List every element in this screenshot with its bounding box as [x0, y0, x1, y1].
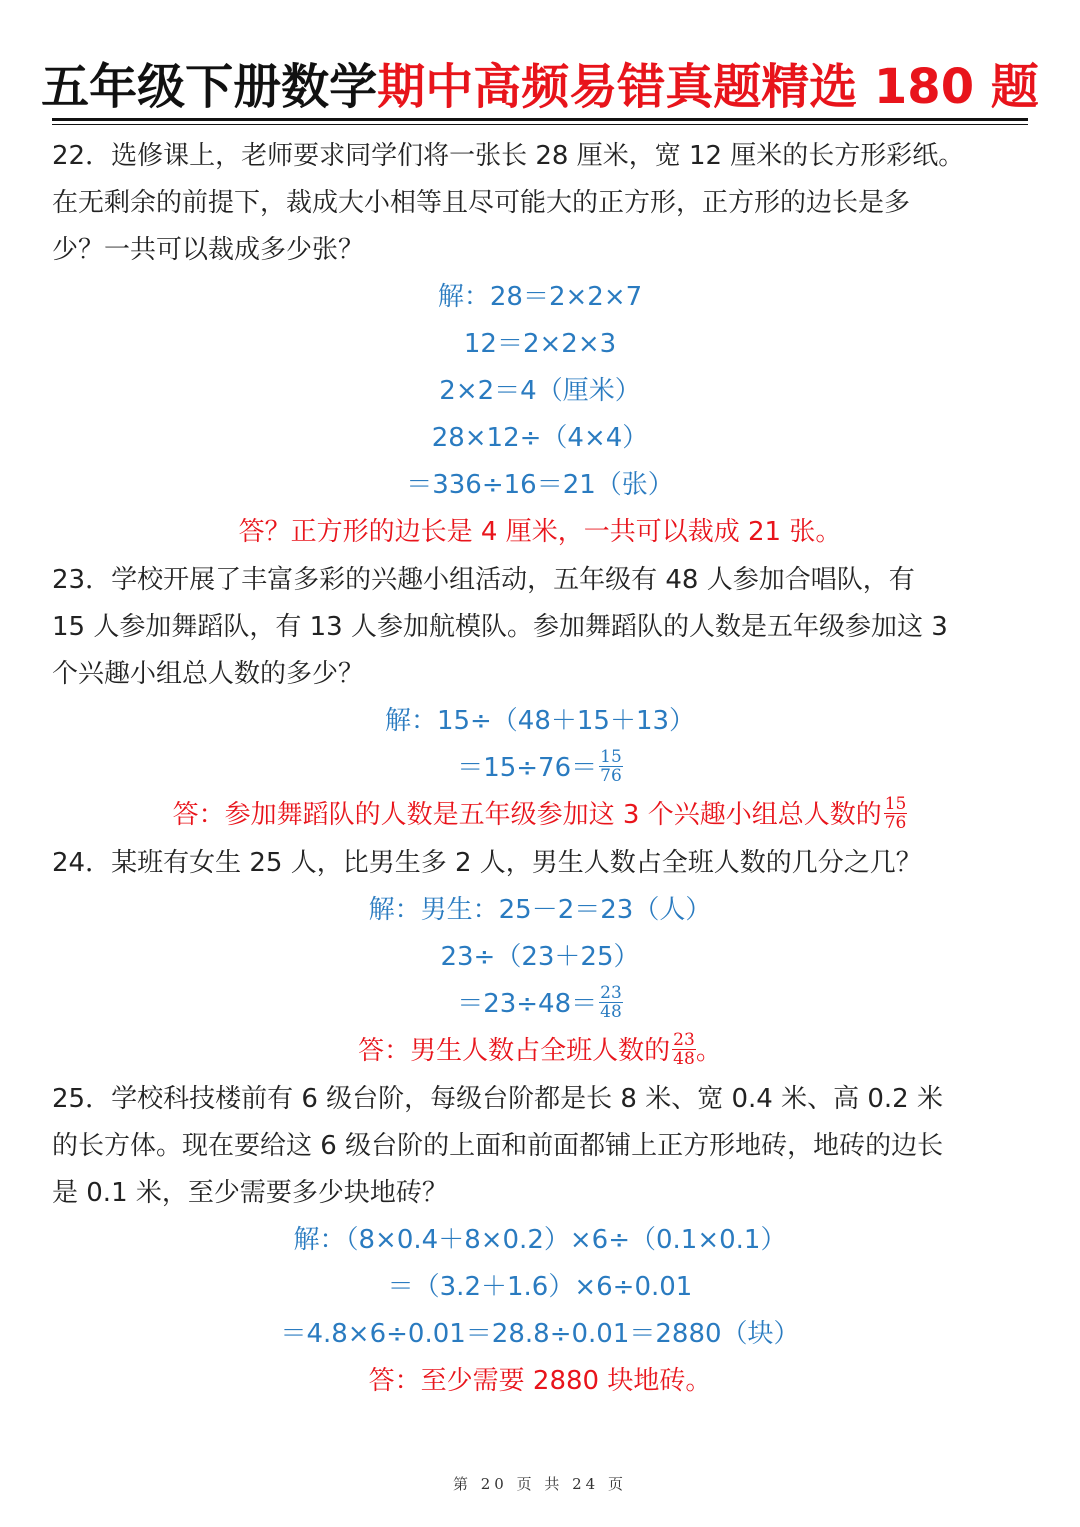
q25-solution-line-3: ＝4.8×6÷0.01＝28.8÷0.01＝2880（块） [280, 1319, 800, 1349]
fraction-numerator: 15 [600, 747, 622, 767]
title-black-part: 五年级下册数学 [41, 59, 378, 115]
q24-solution-fraction [599, 984, 623, 1021]
q25-text-line-3: 是 0.1 米，至少需要多少块地砖？ [52, 1178, 448, 1208]
q25-solution-line-1: 解：（8×0.4＋8×0.2）×6÷（0.1×0.1） [293, 1225, 787, 1255]
page-number: 第 20 页 共 24 页 [452, 1475, 627, 1493]
fraction-denominator: 76 [884, 813, 907, 833]
q25-answer: 答：至少需要 2880 块地砖。 [368, 1366, 712, 1396]
q24-solution-line-1: 解：男生：25－2＝23（人） [368, 895, 712, 925]
page-title [0, 56, 1080, 118]
q23-text-line-3: 个兴趣小组总人数的多少？ [52, 659, 365, 689]
q25-text-line-2: 的长方体。现在要给这 6 级台阶的上面和前面都铺上正方形地砖，地砖的边长 [52, 1131, 944, 1161]
q23-answer [0, 795, 1080, 835]
q23-answer-text: 答：参加舞蹈队的人数是五年级参加这 3 个兴趣小组总人数的 [172, 800, 882, 830]
q22-solution-line-1: 解：28＝2×2×7 [437, 282, 643, 312]
q23-solution-fraction [599, 748, 623, 785]
q22-text-line-2: 在无剩余的前提下，裁成大小相等且尽可能大的正方形，正方形的边长是多 [52, 188, 911, 218]
q24-answer-text: 答：男生人数占全班人数的 [358, 1036, 671, 1066]
q23-text-line-2: 15 人参加舞蹈队，有 13 人参加航模队。参加舞蹈队的人数是五年级参加这 3 [52, 612, 948, 642]
q22-solution-line-2: 12＝2×2×3 [463, 329, 617, 359]
fraction-denominator: 48 [600, 1002, 622, 1022]
q24-answer-fraction [672, 1031, 696, 1068]
fraction-numerator: 23 [600, 983, 622, 1003]
q22-text-line-1: 22．选修课上，老师要求同学们将一张长 28 厘米，宽 12 厘米的长方形彩纸。 [52, 141, 965, 171]
q23-solution-line-2 [0, 748, 1080, 788]
q23-text-line-1: 23．学校开展了丰富多彩的兴趣小组活动，五年级有 48 人参加合唱队，有 [52, 565, 915, 595]
q24-solution-line-3 [0, 984, 1080, 1024]
q24-solution-line-2: 23÷（23＋25） [440, 942, 640, 972]
fraction-numerator: 15 [884, 794, 907, 814]
q24-solution-expr: ＝23÷48＝ [457, 989, 598, 1019]
title-rule-thick [52, 118, 1028, 121]
title-rule-thin [52, 124, 1028, 125]
q24-answer [0, 1031, 1080, 1071]
q23-solution-line-1: 解：15÷（48＋15＋13） [384, 706, 696, 736]
title-red-part: 期中高频易错真题精选 180 题 [377, 59, 1039, 115]
q24-answer-period: 。 [695, 1036, 722, 1066]
fraction-denominator: 48 [673, 1049, 695, 1069]
q22-answer: 答？正方形的边长是 4 厘米，一共可以裁成 21 张。 [238, 517, 842, 547]
q23-solution-expr: ＝15÷76＝ [457, 753, 598, 783]
fraction-numerator: 23 [673, 1030, 695, 1050]
q25-text-line-1: 25．学校科技楼前有 6 级台阶，每级台阶都是长 8 米、宽 0.4 米、高 0.2 米 [52, 1084, 943, 1114]
q25-solution-line-2: ＝（3.2＋1.6）×6÷0.01 [387, 1272, 693, 1302]
q22-solution-line-5: ＝336÷16＝21（张） [406, 470, 674, 500]
q23-answer-fraction [884, 795, 908, 832]
fraction-denominator: 76 [600, 766, 622, 786]
q24-text-line-1: 24．某班有女生 25 人，比男生多 2 人，男生人数占全班人数的几分之几？ [52, 848, 922, 878]
q22-solution-line-3: 2×2＝4（厘米） [439, 376, 641, 406]
q22-solution-line-4: 28×12÷（4×4） [431, 423, 649, 453]
q22-text-line-3: 少？一共可以裁成多少张？ [52, 235, 365, 265]
